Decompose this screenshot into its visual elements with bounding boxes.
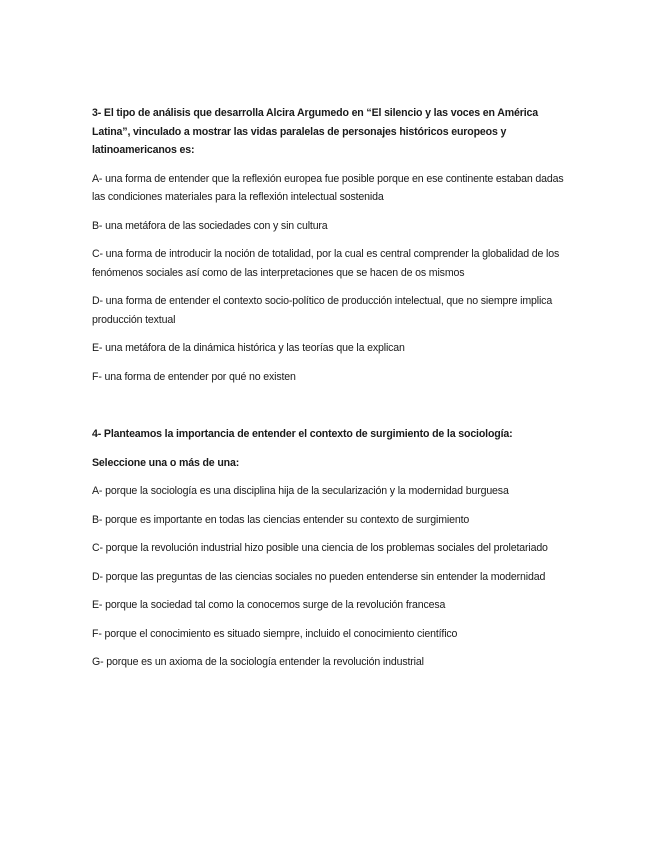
question-3-option-d: D- una forma de entender el contexto socio-político de producción intelectual, que no siempre implica producción textual <box>92 295 553 326</box>
question-4 <box>92 425 570 672</box>
question-4-stem: 4- Planteamos la importancia de entender el contexto de surgimiento de la sociología: <box>92 428 513 440</box>
question-4-option-d: D- porque las preguntas de las ciencias sociales no pueden entenderse sin entender la modernidad <box>92 570 546 583</box>
question-3 <box>92 104 570 386</box>
question-4-instruction: Seleccione una o más de una: <box>92 456 240 469</box>
section-spacer <box>92 396 570 425</box>
question-3-option-f: F- una forma de entender por qué no existen <box>92 370 296 383</box>
document-page <box>92 104 570 682</box>
question-4-option-a: A- porque la sociología es una disciplina hija de la secularización y la modernidad burguesa <box>92 485 509 497</box>
question-3-option-e: E- una metáfora de la dinámica histórica y las teorías que la explican <box>92 342 405 354</box>
question-4-option-e: E- porque la sociedad tal como la conocemos surge de la revolución francesa <box>92 599 446 611</box>
question-3-option-c: C- una forma de introducir la noción de totalidad, por la cual es central comprender la globalidad de los fenómenos sociales así como de las interpretaciones que se hacen de os mismos <box>92 248 560 279</box>
question-4-option-b: B- porque es importante en todas las ciencias entender su contexto de surgimiento <box>92 513 470 526</box>
question-3-option-b: B- una metáfora de las sociedades con y sin cultura <box>92 219 328 232</box>
question-4-option-g: G- porque es un axioma de la sociología entender la revolución industrial <box>92 656 424 668</box>
question-3-stem: 3- El tipo de análisis que desarrolla Alcira Argumedo en “El silencio y las voces en América Latina”, vinculado a mostrar las vidas paralelas de personajes históricos europeos y latinoamericanos es: <box>92 107 539 156</box>
question-4-option-c: C- porque la revolución industrial hizo posible una ciencia de los problemas sociales del proletariado <box>92 542 548 554</box>
question-3-option-a: A- una forma de entender que la reflexión europea fue posible porque en ese continente estaban dadas las condiciones materiales para la reflexión intelectual sostenida <box>92 172 564 203</box>
question-4-option-f: F- porque el conocimiento es situado siempre, incluido el conocimiento científico <box>92 627 458 640</box>
